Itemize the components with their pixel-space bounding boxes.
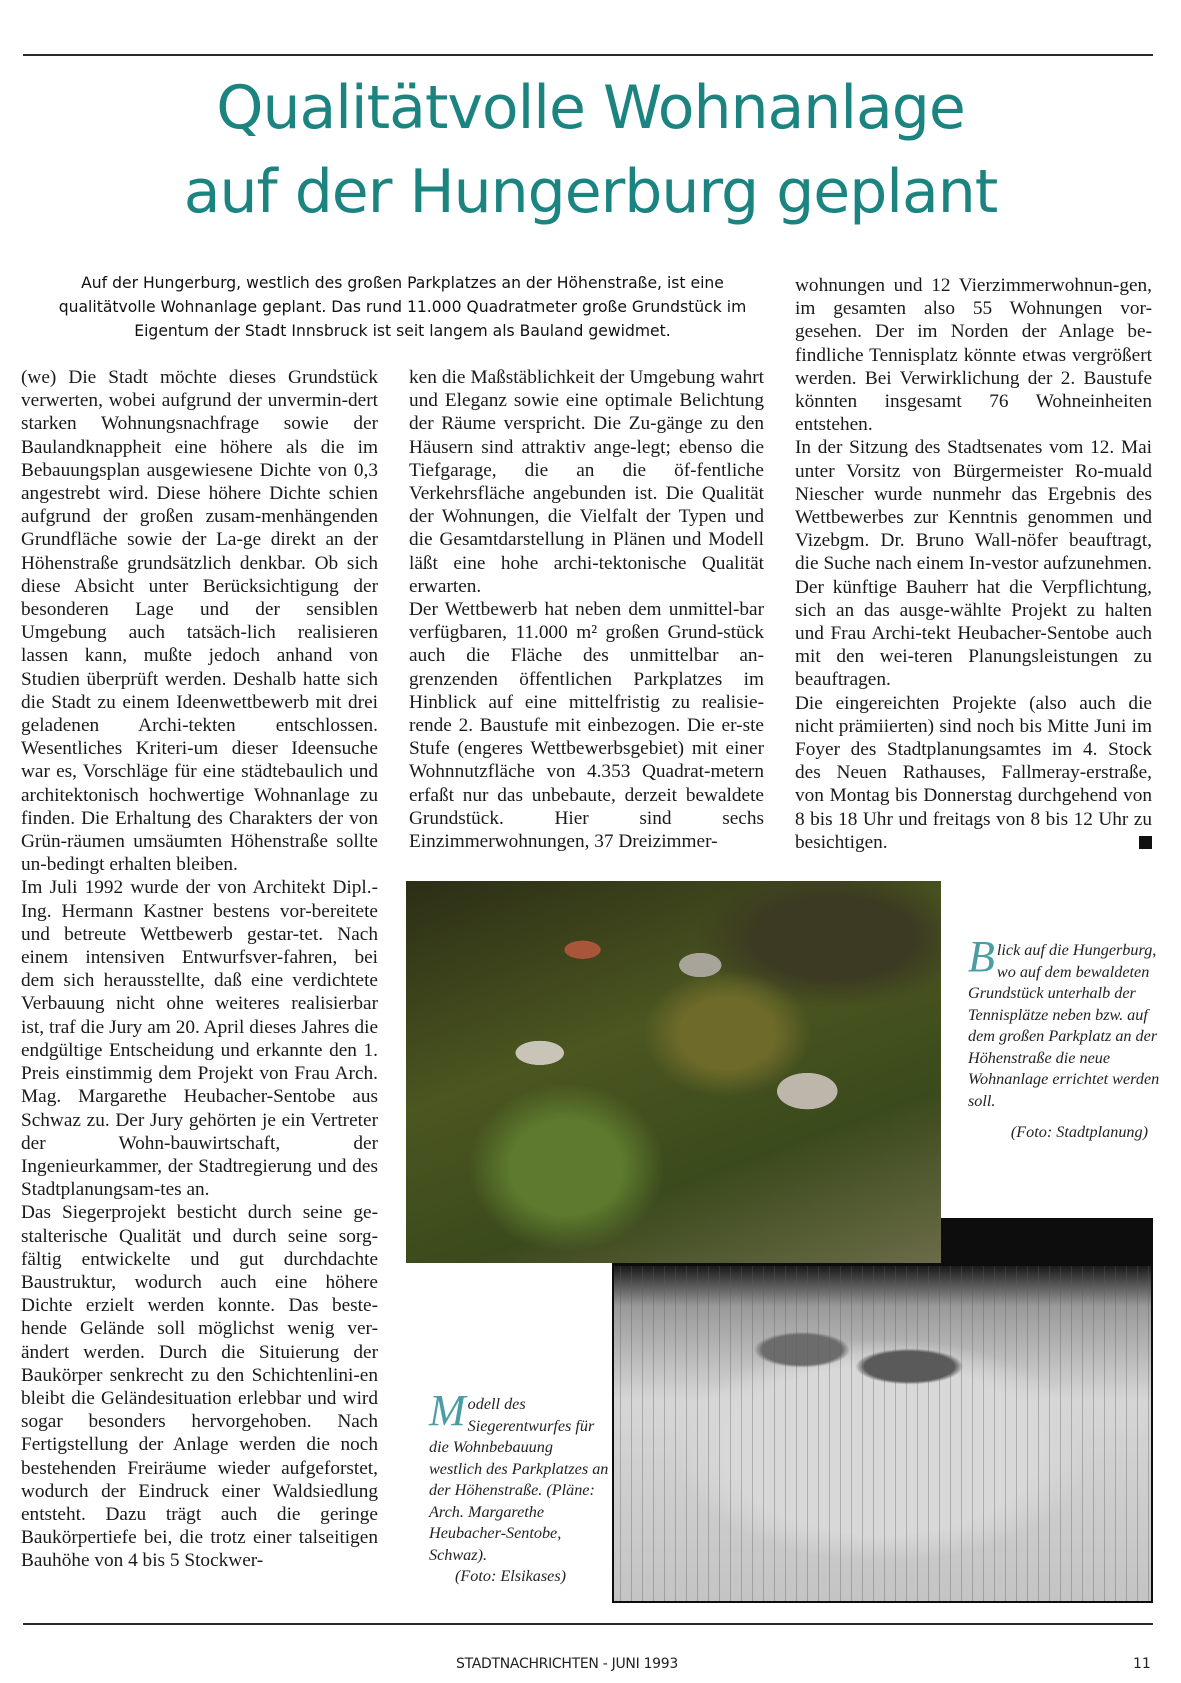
article-headline bbox=[0, 66, 1181, 234]
paragraph: (we) Die Stadt möchte dieses Grundstück verwerten, wobei aufgrund der unvermin-dert starken Wohnungsnachfrage sowie der Baulandknappheit eine höhere als die im Bebauungsplan ausgewiesene Dichte von 0,3 angestrebt wird. Diese höhere Dichte schien aufgrund der großen zusam-menhängenden Grundfläche sowie der La-ge direkt an der Höhenstraße grundsätzlich denkbar. Ob sich diese Absicht unter Berücksichtigung der besonderen Lage und der sensiblen Umgebung auch tatsäch-lich realisieren lassen kann, mußte jedoch anhand von Studien überprüft werden. Deshalb hatte sich die Stadt zu einem Ideenwettbewerb mit drei geladenen Archi-tekten entschlossen. Wesentliches Kriteri-um dieser Ideensuche war es, Vorschläge für eine städtebaulich und architektonisch hochwertige Wohnanlage zu finden. Die Erhaltung des Charakters der von Grün-räumen umsäumten Höhenstraße sollte un-bedingt erhalten bleiben. bbox=[21, 367, 378, 876]
text-column-3 bbox=[795, 274, 1152, 854]
end-of-article-mark bbox=[1139, 836, 1152, 849]
model-photo-caption bbox=[429, 1386, 609, 1588]
paragraph: Im Juli 1992 wurde der von Architekt Dipl.-Ing. Hermann Kastner bestens vor-bereitete und betreute Wettbewerb gestar-tet. Nach einem intensiven Entwurfsver-fahren, bei dem sich herausstellte, daß eine verdichtete Verbauung nicht ohne weiteres realisierbar ist, traf die Jury am 20. April dieses Jahres die endgültige Entscheidung und erkannte den 1. Preis einstimmig dem Projekt von Frau Arch. Mag. Margarethe Heubacher-Sentobe aus Schwaz zu. Der Jury gehörten je ein Vertreter der Wohn-bauwirtschaft, der Ingenieurkammer, der Stadtregierung und des Stadtplanungsam-tes an. bbox=[21, 877, 378, 1201]
headline-line-1: Qualitätvolle Wohnanlage bbox=[216, 73, 965, 143]
article-lead: Auf der Hungerburg, westlich des großen Parkplatzes an der Höhenstraße, ist eine qualitätvolle Wohnanlage geplant. Das rund 11.000 Quadratmeter große Grundstück im Eigentum der Stadt Innsbruck ist seit langem als Bauland gewidmet. bbox=[58, 274, 747, 340]
page-number: 11 bbox=[1133, 1656, 1151, 1672]
headline-line-2: auf der Hungerburg geplant bbox=[183, 157, 998, 227]
top-rule bbox=[23, 54, 1153, 56]
paragraph-text: Die eingereichten Projekte (also auch die nicht prämiierten) sind noch bis Mitte Juni im Foyer des Stadtplanungsamtes im 4. Stock des Neuen Rathauses, Fallmeray-erstraße, von Montag bis Donnerstag durchgehend von 8 bis 18 Uhr und freitags von 8 bis 12 Uhr zu besichtigen. bbox=[795, 692, 1152, 853]
model-photo bbox=[614, 1266, 1151, 1601]
paragraph: ken die Maßstäblichkeit der Umgebung wahrt und Eleganz sowie eine optimale Belichtung der Räume verspricht. Die Zu-gänge zu den Häusern sind attraktiv ange-legt; ebenso die Tiefgarage, die an die öf-fentliche Verkehrsfläche angebunden ist. Die Qualität der Wohnungen, die Vielfalt der Typen und die Gesamtdarstellung in Plänen und Modell läßt eine hohe archi-tektonische Qualität erwarten. bbox=[409, 367, 764, 597]
paragraph: In der Sitzung des Stadtsenates vom 12. Mai unter Vorsitz von Bürgermeister Ro-muald Niescher wurde nunmehr das Ergebnis des Wettbewerbes zur Kenntnis genommen und Vizebgm. Dr. Bruno Wall-nöfer beauftragt, die Suche nach einem In-vestor aufzunehmen. Der künftige Bauherr hat die Verpflichtung, sich an das ausge-wählte Projekt zu halten und Frau Archi-tekt Heubacher-Sentobe auch mit den wei-teren Planungsleistungen zu beauftragen. bbox=[795, 437, 1152, 691]
text-column-2 bbox=[409, 366, 764, 853]
photo-credit: (Foto: Stadtplanung) bbox=[1010, 1123, 1148, 1141]
caption-text: lick auf die Hungerburg, wo auf dem bewaldeten Grundstück unterhalb der Tennisplätze neben bzw. auf dem großen Parkplatz an der Höhenstraße die neue Wohnanlage errichtet werden soll. bbox=[968, 941, 1160, 1110]
bottom-rule bbox=[23, 1623, 1153, 1625]
aerial-photo-caption bbox=[968, 932, 1168, 1144]
photo-credit: (Foto: Elsikases) bbox=[455, 1567, 567, 1585]
paragraph: Der Wettbewerb hat neben dem unmittel-bar verfügbaren, 11.000 m² großen Grund-stück auch die Fläche des unmittelbar an-grenzenden öffentlichen Parkplatzes im Hinblick auf eine mittelfristig zu realisie-rende 2. Baustufe mit einbezogen. Die er-ste Stufe (engeres Wettbewerbsgebiet) mit einer Wohnnutzfläche von 4.353 Quadrat-metern erfaßt nur das unbebaute, derzeit bewaldete Grundstück. Hier sind sechs Einzimmerwohnungen, 37 Dreizimmer- bbox=[409, 599, 764, 853]
magazine-issue: STADTNACHRICHTEN - JUNI 1993 bbox=[456, 1656, 679, 1672]
text-column-1 bbox=[21, 366, 378, 1573]
caption-text: odell des Siegerentwurfes für die Wohnbebauung westlich des Parkplatzes an der Höhenstraße. (Pläne: Arch. Margarethe Heubacher-Sentobe, Schwaz). bbox=[429, 1395, 609, 1564]
paragraph: wohnungen und 12 Vierzimmerwohnun-gen, im gesamten also 55 Wohnungen vor-gesehen. Der im Norden der Anlage be-findliche Tennisplatz könnte etwas vergrößert werden. Bei Verwirklichung der 2. Baustufe könnten insgesamt 76 Wohneinheiten entstehen. bbox=[795, 275, 1152, 436]
aerial-photo bbox=[406, 881, 941, 1263]
paragraph: Das Siegerprojekt besticht durch seine ge-stalterische Qualität und durch seine sorg-fältig entwickelte und gut durchdachte Baustruktur, wodurch auch eine höhere Dichte erzielt werden konnte. Das beste-hende Gelände soll möglichst wenig ver-ändert werden. Durch die Situierung der Baukörper senkrecht zu den Schichtenlini-en bleibt die Geländesituation erlebbar und wird sogar besonders hervorgehoben. Nach Fertigstellung der Anlage werden die noch bestehenden Freiräume wieder aufgeforstet, wodurch der Eindruck einer Waldsiedlung entsteht. Dazu trägt auch die geringe Baukörpertiefe bei, die trotz einer talseitigen Bauhöhe von 4 bis 5 Stockwer- bbox=[21, 1202, 378, 1572]
caption-dropcap: M bbox=[429, 1386, 466, 1435]
paragraph bbox=[795, 692, 1152, 854]
caption-dropcap: B bbox=[968, 932, 995, 981]
